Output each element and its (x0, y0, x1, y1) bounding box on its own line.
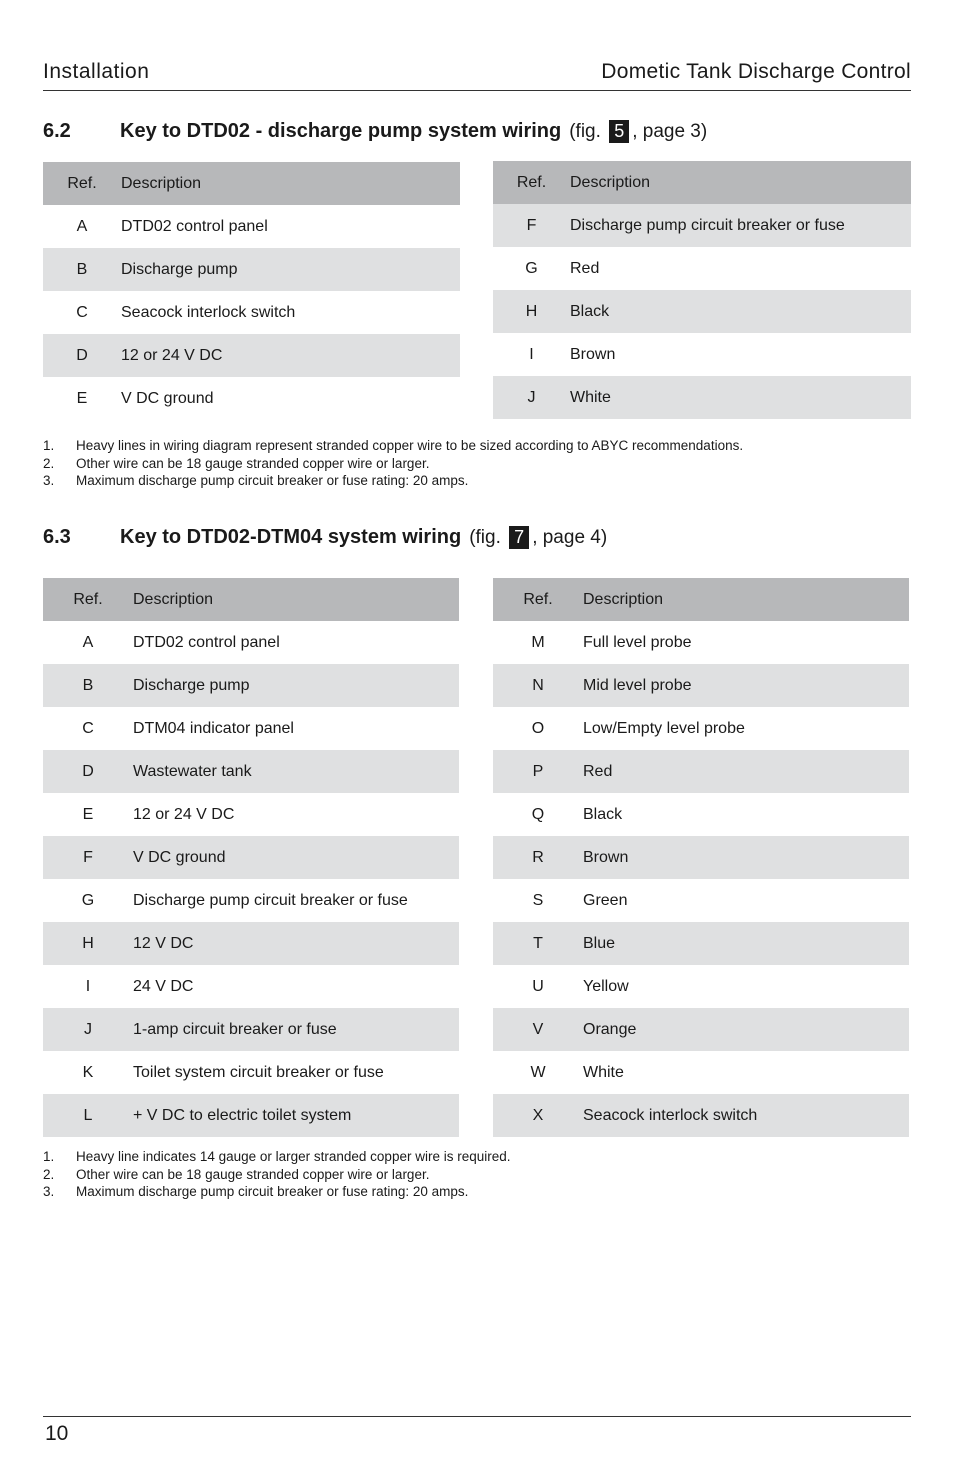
figure-number-badge: 7 (509, 526, 529, 549)
note-number: 3. (43, 473, 55, 488)
table-row (493, 793, 909, 836)
section-title (120, 526, 607, 549)
table-row (493, 1094, 909, 1137)
column-header-description: Description (121, 162, 460, 205)
description-cell: Mid level probe (583, 664, 909, 707)
table-row (43, 664, 459, 707)
ref-cell: C (76, 303, 88, 321)
description-cell: 12 or 24 V DC (133, 805, 235, 823)
ref-cell: E (76, 389, 88, 407)
note-item (43, 1166, 511, 1184)
section-title-text: Key to DTD02 - discharge pump system wiring (120, 120, 562, 142)
figure-ref-suffix: , page 3) (632, 121, 708, 142)
description-cell: 24 V DC (133, 977, 194, 995)
ref-cell: V (493, 1008, 583, 1051)
wiring-key-table-6-3-left (43, 578, 459, 1137)
note-item (43, 472, 743, 490)
table-row (43, 1051, 459, 1094)
table-header-row (43, 578, 459, 621)
ref-cell: H (43, 922, 133, 965)
note-text: Other wire can be 18 gauge stranded copper wire or larger. (76, 455, 430, 471)
description-cell: 12 or 24 V DC (121, 334, 460, 377)
table-row (493, 965, 909, 1008)
ref-cell: I (85, 977, 91, 995)
ref-cell: T (493, 922, 583, 965)
ref-cell: U (532, 977, 544, 995)
table-row (493, 204, 911, 247)
ref-cell: C (82, 719, 94, 737)
table-row (493, 879, 909, 922)
table-row (493, 333, 911, 376)
description-cell: Low/Empty level probe (583, 719, 745, 737)
ref-cell: D (43, 750, 133, 793)
page-number: 10 (45, 1422, 69, 1445)
figure-ref-suffix: , page 4) (532, 527, 608, 548)
description-cell: Blue (583, 922, 909, 965)
ref-cell: W (530, 1063, 546, 1081)
ref-cell: I (529, 345, 534, 363)
table-row (43, 750, 459, 793)
figure-reference (569, 121, 707, 142)
ref-cell: J (493, 376, 570, 419)
description-cell: Black (570, 290, 911, 333)
table-row (493, 1008, 909, 1051)
header-section-name: Installation (43, 60, 150, 83)
note-item (43, 1183, 511, 1201)
table-row (43, 334, 460, 377)
ref-cell: G (525, 259, 538, 277)
note-text: Maximum discharge pump circuit breaker or fuse rating: 20 amps. (76, 473, 469, 488)
section-6-3-notes (43, 1148, 511, 1201)
description-cell: Yellow (583, 977, 629, 995)
ref-cell: G (81, 891, 95, 909)
table-row (493, 664, 909, 707)
column-header-ref: Ref. (43, 578, 133, 621)
description-cell: Seacock interlock switch (121, 303, 296, 321)
ref-cell: M (531, 633, 545, 651)
description-cell: Discharge pump (133, 664, 459, 707)
ref-cell: A (76, 217, 88, 235)
description-cell: Orange (583, 1008, 909, 1051)
ref-cell: F (43, 836, 133, 879)
table-row (493, 750, 909, 793)
description-cell: Discharge pump circuit breaker or fuse (570, 204, 911, 247)
note-number: 1. (43, 438, 55, 453)
description-cell: Discharge pump circuit breaker or fuse (133, 891, 408, 909)
note-number: 2. (43, 455, 55, 471)
note-item (43, 437, 743, 455)
table-row (493, 1051, 909, 1094)
table-row (493, 836, 909, 879)
wiring-key-table-6-2-right (493, 161, 911, 419)
ref-cell: S (532, 891, 544, 909)
description-cell: Red (570, 259, 600, 277)
table-row (493, 290, 911, 333)
description-cell: Toilet system circuit breaker or fuse (133, 1063, 384, 1081)
section-title-text: Key to DTD02-DTM04 system wiring (120, 526, 462, 548)
description-cell: Black (583, 805, 623, 823)
description-cell: White (583, 1063, 624, 1081)
column-header-ref: Ref. (43, 162, 121, 205)
figure-ref-prefix: (fig. (569, 121, 601, 142)
description-cell: Wastewater tank (133, 750, 459, 793)
table-row (493, 247, 911, 290)
table-row (43, 1008, 459, 1051)
page-header (43, 58, 911, 91)
description-cell: Seacock interlock switch (583, 1094, 909, 1137)
table-row (493, 922, 909, 965)
figure-number-badge: 5 (609, 120, 629, 143)
table-row (43, 377, 460, 420)
column-header-description: Description (583, 578, 909, 621)
table-header-row (493, 161, 911, 204)
description-cell: Brown (570, 345, 616, 363)
ref-cell: H (493, 290, 570, 333)
description-cell: V DC ground (121, 389, 214, 407)
section-number: 6.3 (43, 526, 71, 548)
column-header-description: Description (570, 161, 911, 204)
table-row (43, 879, 459, 922)
table-header-row (493, 578, 909, 621)
description-cell: Green (583, 891, 628, 909)
column-header-description: Description (133, 578, 459, 621)
description-cell: V DC ground (133, 836, 459, 879)
table-header-row (43, 162, 460, 205)
note-number: 3. (43, 1184, 55, 1199)
description-cell: DTD02 control panel (121, 217, 268, 235)
figure-ref-prefix: (fig. (469, 527, 501, 548)
table-row (43, 707, 459, 750)
table-row (43, 836, 459, 879)
table-row (43, 793, 459, 836)
description-cell: Full level probe (583, 633, 692, 651)
header-document-title: Dometic Tank Discharge Control (601, 60, 911, 83)
ref-cell: O (531, 719, 545, 737)
table-row (43, 1094, 459, 1137)
note-text: Heavy lines in wiring diagram represent stranded copper wire to be sized according to ABYC recommendations. (76, 438, 744, 453)
description-cell: + V DC to electric toilet system (133, 1094, 459, 1137)
ref-cell: B (43, 248, 121, 291)
note-number: 2. (43, 1166, 55, 1182)
table-row (43, 965, 459, 1008)
ref-cell: Q (531, 805, 545, 823)
column-header-ref: Ref. (493, 161, 570, 204)
table-row (43, 248, 460, 291)
note-item (43, 455, 743, 473)
ref-cell: F (493, 204, 570, 247)
ref-cell: B (43, 664, 133, 707)
ref-cell: D (43, 334, 121, 377)
table-row (43, 922, 459, 965)
ref-cell: K (82, 1063, 94, 1081)
section-title (120, 120, 707, 143)
table-row (43, 291, 460, 334)
description-cell: DTM04 indicator panel (133, 719, 294, 737)
note-text: Maximum discharge pump circuit breaker or fuse rating: 20 amps. (76, 1184, 469, 1199)
table-row (43, 621, 459, 664)
ref-cell: E (82, 805, 94, 823)
note-number: 1. (43, 1149, 55, 1164)
note-text: Heavy line indicates 14 gauge or larger stranded copper wire is required. (76, 1149, 511, 1164)
footer-divider (43, 1416, 911, 1417)
wiring-key-table-6-2-left (43, 162, 460, 420)
ref-cell: N (493, 664, 583, 707)
wiring-key-table-6-3-right (493, 578, 909, 1137)
ref-cell: L (43, 1094, 133, 1137)
description-cell: 1-amp circuit breaker or fuse (133, 1008, 459, 1051)
ref-cell: X (493, 1094, 583, 1137)
table-row (493, 707, 909, 750)
description-cell: Discharge pump (121, 248, 460, 291)
table-row (43, 205, 460, 248)
description-cell: Brown (583, 836, 909, 879)
note-item (43, 1148, 511, 1166)
description-cell: Red (583, 750, 909, 793)
ref-cell: R (493, 836, 583, 879)
ref-cell: P (493, 750, 583, 793)
column-header-ref: Ref. (493, 578, 583, 621)
table-row (493, 621, 909, 664)
table-row (493, 376, 911, 419)
section-number: 6.2 (43, 120, 71, 142)
section-6-2-notes (43, 437, 743, 490)
figure-reference (469, 527, 607, 548)
description-cell: 12 V DC (133, 922, 459, 965)
ref-cell: A (82, 633, 94, 651)
description-cell: White (570, 376, 911, 419)
ref-cell: J (43, 1008, 133, 1051)
note-text: Other wire can be 18 gauge stranded copper wire or larger. (76, 1166, 430, 1182)
description-cell: DTD02 control panel (133, 633, 280, 651)
